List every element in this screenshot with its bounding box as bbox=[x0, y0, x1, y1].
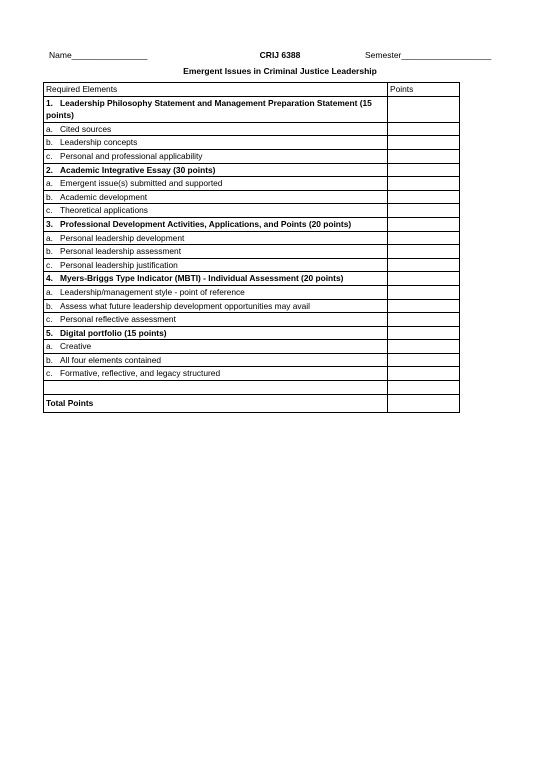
row-text: Formative, reflective, and legacy structured bbox=[60, 368, 221, 379]
points-cell[interactable] bbox=[388, 326, 460, 340]
criterion-cell bbox=[44, 245, 388, 259]
table-row bbox=[44, 299, 460, 313]
points-cell[interactable] bbox=[388, 136, 460, 150]
column-header-elements: Required Elements bbox=[44, 83, 388, 97]
row-label: b. bbox=[46, 300, 53, 311]
points-cell[interactable] bbox=[388, 381, 460, 395]
row-label: c. bbox=[46, 314, 53, 325]
row-text: Assess what future leadership development opportunities may avail bbox=[60, 300, 310, 311]
table-row bbox=[44, 353, 460, 367]
semester-field: Semester___________________ bbox=[365, 50, 492, 60]
points-cell[interactable] bbox=[388, 190, 460, 204]
row-label: a. bbox=[46, 123, 53, 134]
row-label: c. bbox=[46, 205, 53, 216]
row-label: 1. bbox=[46, 97, 53, 108]
section-heading-cell bbox=[44, 326, 388, 340]
section-heading-cell bbox=[44, 217, 388, 231]
row-label: c. bbox=[46, 259, 53, 270]
criterion-cell bbox=[44, 313, 388, 327]
table-row bbox=[44, 272, 460, 286]
criterion-cell bbox=[44, 177, 388, 191]
table-row bbox=[44, 245, 460, 259]
row-text: Theoretical applications bbox=[60, 205, 148, 216]
section-heading-cell bbox=[44, 163, 388, 177]
row-text: Leadership/management style - point of reference bbox=[60, 286, 245, 297]
criterion-cell bbox=[44, 299, 388, 313]
points-cell[interactable] bbox=[388, 122, 460, 136]
section-heading-cell bbox=[44, 96, 388, 122]
table-row bbox=[44, 96, 460, 122]
points-cell[interactable] bbox=[388, 245, 460, 259]
row-text: Creative bbox=[60, 341, 92, 352]
points-cell[interactable] bbox=[388, 340, 460, 354]
row-text: Personal leadership assessment bbox=[60, 246, 182, 257]
row-label: 4. bbox=[46, 273, 53, 284]
row-label: 3. bbox=[46, 218, 53, 229]
total-points-label: Total Points bbox=[44, 394, 388, 412]
row-label: a. bbox=[46, 178, 53, 189]
row-text: Academic Integrative Essay (30 points) bbox=[60, 164, 216, 175]
column-header-points: Points bbox=[388, 83, 460, 97]
row-label: c. bbox=[46, 150, 53, 161]
table-header-row bbox=[44, 83, 460, 97]
table-row bbox=[44, 340, 460, 354]
criterion-cell bbox=[44, 136, 388, 150]
row-label: 2. bbox=[46, 164, 53, 175]
row-text: Digital portfolio (15 points) bbox=[60, 327, 167, 338]
table-row bbox=[44, 177, 460, 191]
row-label: a. bbox=[46, 341, 53, 352]
table-row bbox=[44, 285, 460, 299]
criterion-cell bbox=[44, 122, 388, 136]
criterion-cell bbox=[44, 190, 388, 204]
points-cell[interactable] bbox=[388, 231, 460, 245]
course-title: Emergent Issues in Criminal Justice Leadership bbox=[183, 66, 377, 76]
table-row bbox=[44, 136, 460, 150]
table-row bbox=[44, 204, 460, 218]
table-row bbox=[44, 122, 460, 136]
table-row bbox=[44, 163, 460, 177]
total-row bbox=[44, 394, 460, 412]
points-cell[interactable] bbox=[388, 285, 460, 299]
row-label: c. bbox=[46, 368, 53, 379]
row-text: All four elements contained bbox=[60, 354, 162, 365]
row-text: Academic development bbox=[60, 191, 148, 202]
row-text: Cited sources bbox=[60, 123, 112, 134]
course-code: CRIJ 6388 bbox=[259, 50, 301, 60]
criterion-cell bbox=[44, 204, 388, 218]
row-label: a. bbox=[46, 286, 53, 297]
row-text: Professional Development Activities, Applications, and Points (20 points) bbox=[60, 218, 352, 229]
row-label: b. bbox=[46, 137, 53, 148]
rubric-table bbox=[43, 82, 460, 413]
points-cell[interactable] bbox=[388, 272, 460, 286]
points-cell[interactable] bbox=[388, 149, 460, 163]
table-row bbox=[44, 367, 460, 381]
total-points-cell[interactable] bbox=[388, 394, 460, 412]
row-label: b. bbox=[46, 191, 53, 202]
table-row bbox=[44, 326, 460, 340]
section-heading-cell bbox=[44, 272, 388, 286]
row-text: Emergent issue(s) submitted and supported bbox=[60, 178, 223, 189]
row-label: b. bbox=[46, 246, 53, 257]
table-row bbox=[44, 231, 460, 245]
row-text: Personal leadership justification bbox=[60, 259, 178, 270]
row-label: 5. bbox=[46, 327, 53, 338]
table-row bbox=[44, 313, 460, 327]
criterion-cell bbox=[44, 353, 388, 367]
table-row bbox=[44, 381, 460, 395]
row-text: Myers-Briggs Type Indicator (MBTI) - Individual Assessment (20 points) bbox=[60, 273, 344, 284]
criterion-cell bbox=[44, 258, 388, 272]
criterion-cell bbox=[44, 367, 388, 381]
header-row bbox=[45, 50, 515, 64]
points-cell[interactable] bbox=[388, 313, 460, 327]
name-field: Name________________ bbox=[49, 50, 148, 60]
table-row bbox=[44, 258, 460, 272]
points-cell[interactable] bbox=[388, 353, 460, 367]
row-label: b. bbox=[46, 354, 53, 365]
criterion-cell bbox=[44, 340, 388, 354]
table-row bbox=[44, 190, 460, 204]
criterion-cell bbox=[44, 381, 388, 395]
criterion-cell bbox=[44, 231, 388, 245]
table-row bbox=[44, 217, 460, 231]
points-cell[interactable] bbox=[388, 217, 460, 231]
criterion-cell bbox=[44, 149, 388, 163]
points-cell[interactable] bbox=[388, 367, 460, 381]
row-text: Leadership concepts bbox=[60, 137, 138, 148]
points-cell[interactable] bbox=[388, 177, 460, 191]
row-label: a. bbox=[46, 232, 53, 243]
criterion-cell bbox=[44, 285, 388, 299]
points-cell[interactable] bbox=[388, 258, 460, 272]
row-text: Personal and professional applicability bbox=[60, 150, 203, 161]
row-text: Personal reflective assessment bbox=[60, 314, 176, 325]
points-cell[interactable] bbox=[388, 163, 460, 177]
table-row bbox=[44, 149, 460, 163]
points-cell[interactable] bbox=[388, 299, 460, 313]
row-text: Personal leadership development bbox=[60, 232, 185, 243]
points-cell[interactable] bbox=[388, 204, 460, 218]
points-cell[interactable] bbox=[388, 96, 460, 122]
row-text: Leadership Philosophy Statement and Management Preparation Statement (15 points) bbox=[46, 97, 372, 121]
